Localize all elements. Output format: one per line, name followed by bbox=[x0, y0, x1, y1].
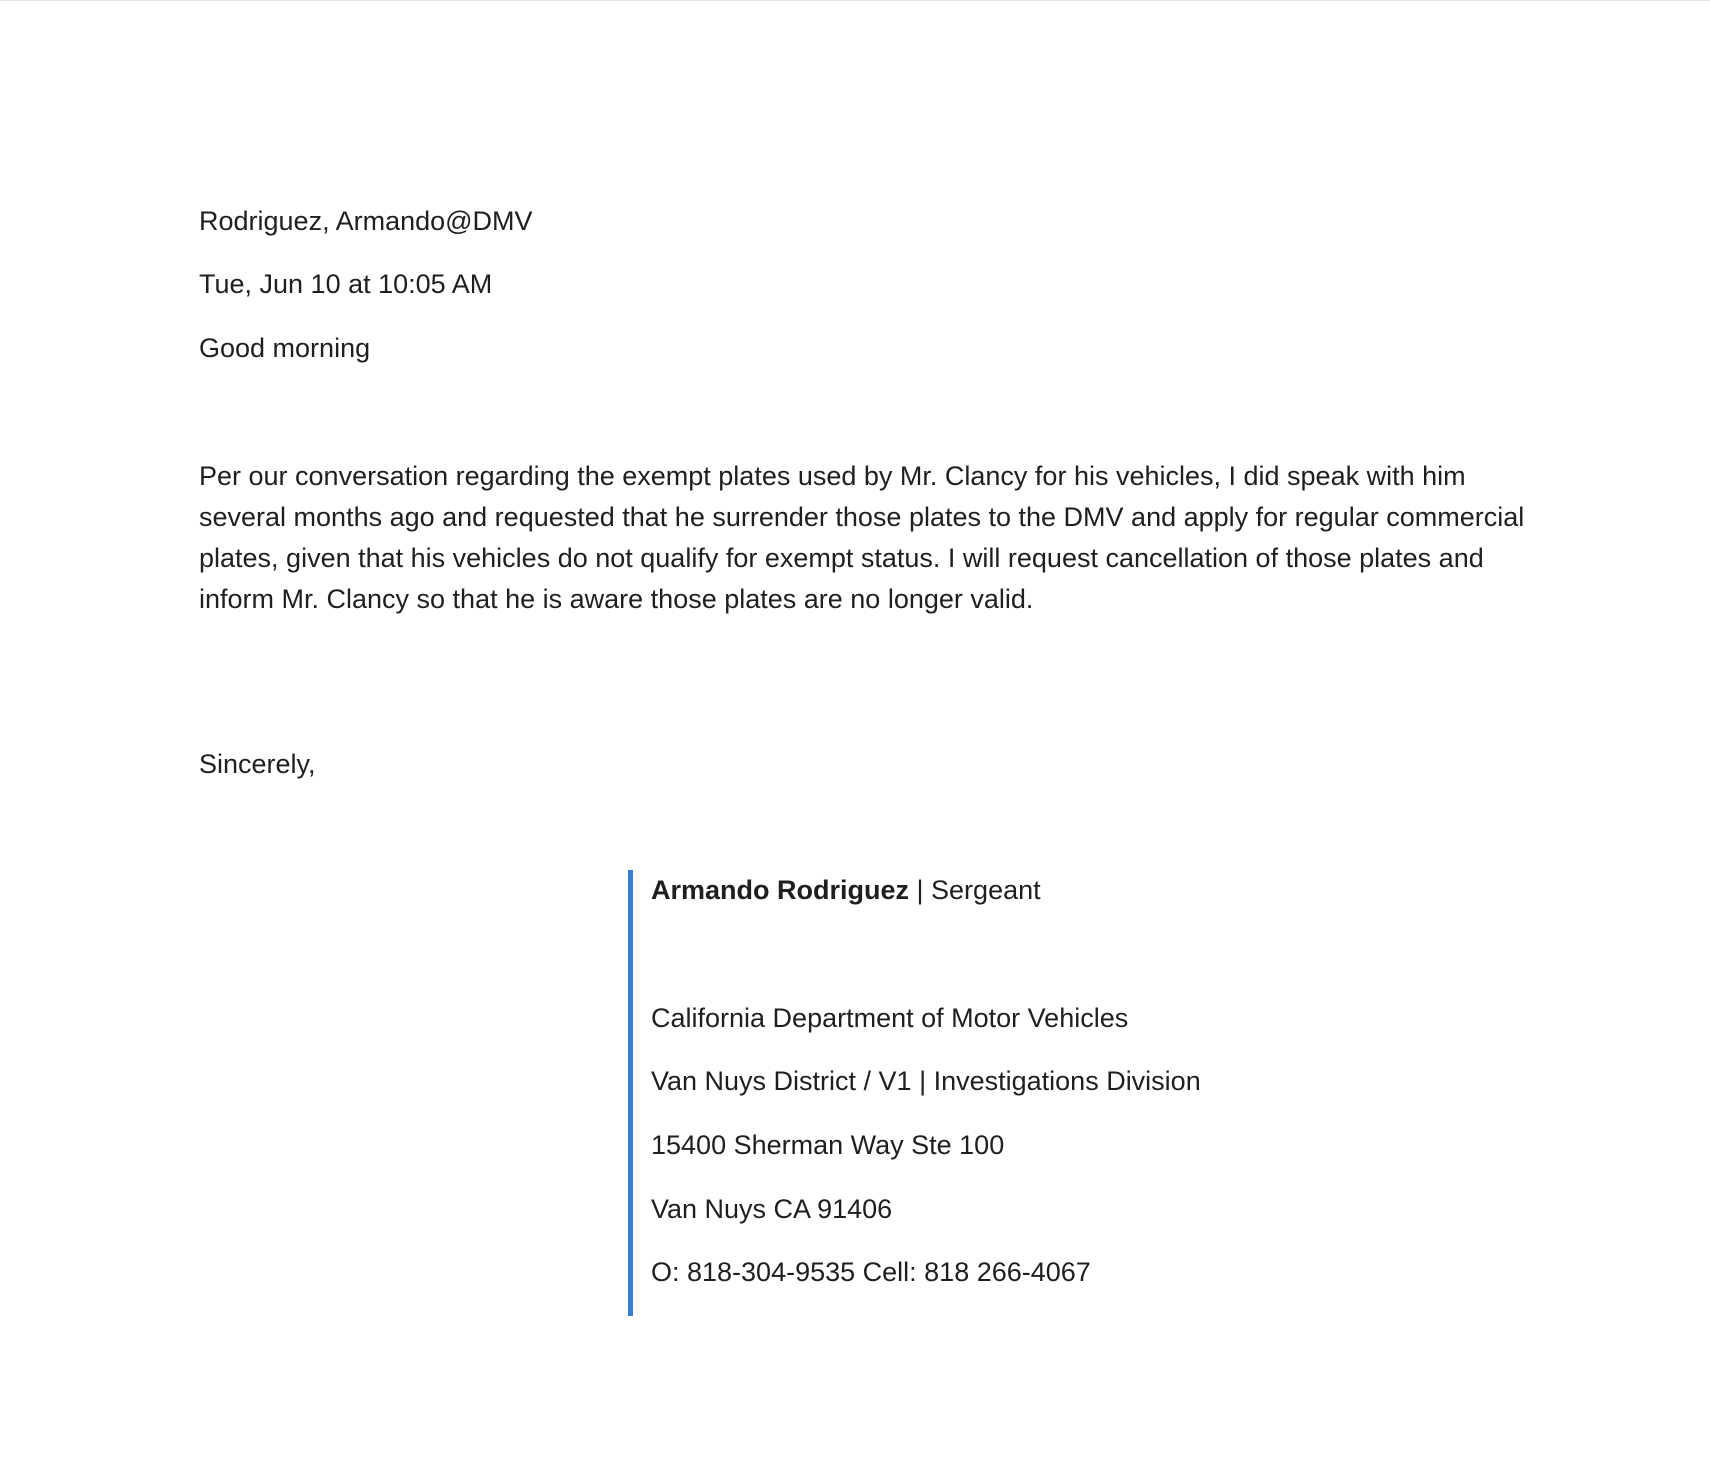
signature-block bbox=[628, 870, 1353, 1316]
message-body: Per our conversation regarding the exempt plates used by Mr. Clancy for his vehicles, I did speak with him several months ago and requested that he surrender those plates to the DMV and apply for regular commercial plates, given that his vehicles do not qualify for exempt status. I will request cancellation of those plates and inform Mr. Clancy so that he is aware those plates are no longer valid. bbox=[199, 461, 1525, 614]
sender-name: Rodriguez, Armando@DMV bbox=[199, 206, 533, 236]
signature-phones: O: 818-304-9535 Cell: 818 266-4067 bbox=[651, 1257, 1091, 1287]
top-divider bbox=[0, 0, 1710, 1]
signature-name-line bbox=[651, 874, 1041, 906]
closing: Sincerely, bbox=[199, 749, 316, 779]
sent-datetime: Tue, Jun 10 at 10:05 AM bbox=[199, 269, 493, 299]
signature-organization: California Department of Motor Vehicles bbox=[651, 1003, 1129, 1033]
greeting: Good morning bbox=[199, 333, 371, 363]
signature-name: Armando Rodriguez bbox=[651, 875, 910, 905]
signature-title: | Sergeant bbox=[909, 875, 1041, 905]
signature-street: 15400 Sherman Way Ste 100 bbox=[651, 1130, 1005, 1160]
signature-division: Van Nuys District / V1 | Investigations Division bbox=[651, 1066, 1201, 1096]
signature-city: Van Nuys CA 91406 bbox=[651, 1194, 893, 1224]
